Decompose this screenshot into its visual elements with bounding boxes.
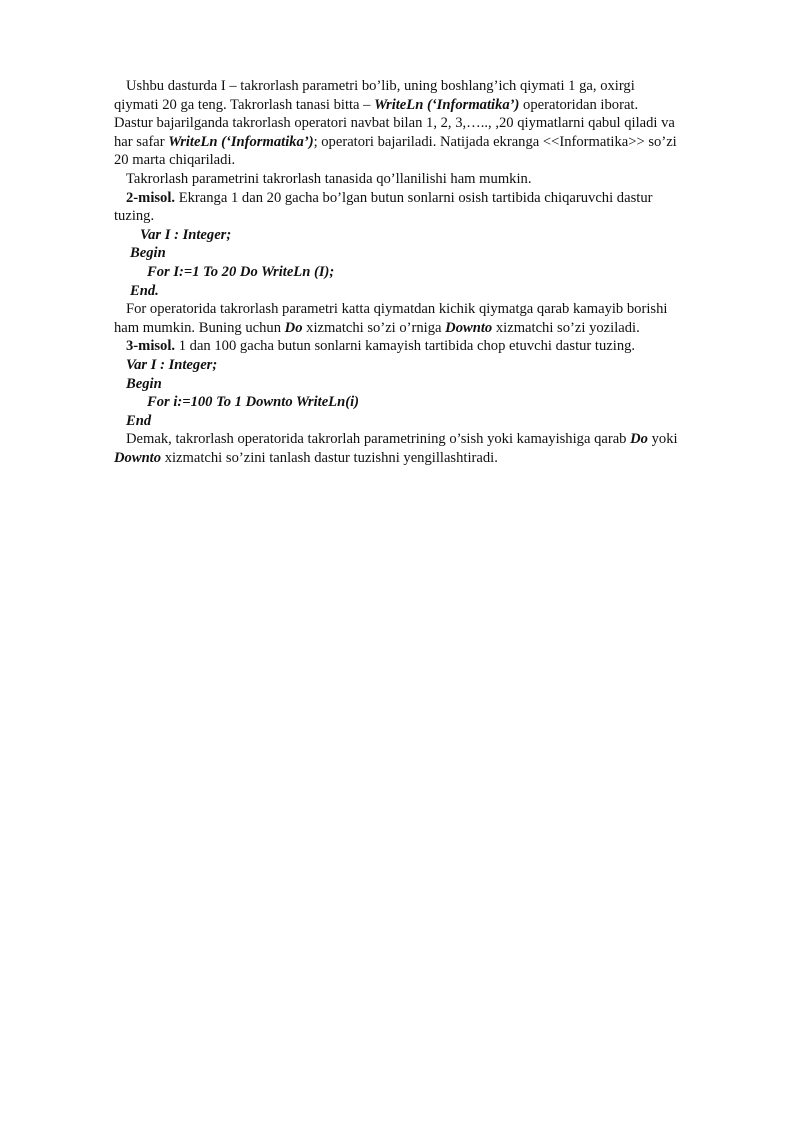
text-run: xizmatchi so’zi yoziladi. [492, 319, 640, 336]
text-line: tuzing. [114, 208, 155, 225]
code-inline: WriteLn (‘Informatika’) [374, 96, 520, 113]
code-line: Begin [126, 375, 162, 392]
text-run: Demak, takrorlash operatorida takrorlah parametrining o’sish yoki kamayishiga qarab [126, 431, 631, 448]
paragraph-3 [114, 300, 744, 337]
text-run: xizmatchi so’zi o’rniga [302, 319, 446, 336]
text-run: ham mumkin. Buning uchun [114, 319, 285, 336]
paragraph-4 [114, 430, 744, 467]
document-page [114, 77, 744, 467]
text-line: Dastur bajarilganda takrorlash operatori navbat bilan 1, 2, 3,….., ,20 qiymatlarni qabul qiladi va [114, 115, 675, 132]
text-line [114, 189, 744, 208]
text-run: xizmatchi so’zini tanlash dastur tuzishni yengillashtiradi. [161, 449, 498, 466]
text-line [114, 449, 744, 468]
keyword-inline: Downto [114, 449, 162, 466]
code-line: End. [130, 282, 159, 299]
example-2 [114, 189, 744, 301]
text-line: Ushbu dasturda I – takrorlash parametri bo’lib, uning boshlang’ich qiymati 1 ga, oxirgi [126, 78, 635, 94]
text-run: qiymati 20 ga teng. Takrorlash tanasi bitta – [114, 96, 375, 113]
code-line: For I:=1 To 20 Do WriteLn (I); [147, 263, 335, 280]
example-label: 2-misol. [126, 189, 176, 206]
text-line [114, 133, 744, 152]
text-line [114, 430, 744, 449]
code-line: Var I : Integer; [126, 356, 218, 373]
text-line [114, 96, 744, 115]
keyword-inline: Downto [445, 319, 493, 336]
code-line: Begin [130, 245, 166, 262]
text-line: 20 marta chiqariladi. [114, 152, 236, 169]
paragraph-1 [114, 77, 744, 170]
text-run: Ekranga 1 dan 20 gacha bo’lgan butun sonlarni osish tartibida chiqaruvchi dastur [175, 189, 653, 206]
code-line: For i:=100 To 1 Downto WriteLn(i) [147, 394, 359, 411]
code-inline: WriteLn (‘Informatika’) [168, 133, 314, 150]
text-line [114, 319, 744, 338]
keyword-inline: Do [284, 319, 303, 336]
example-3 [114, 337, 744, 430]
text-run: har safar [114, 133, 169, 150]
keyword-inline: Do [630, 431, 648, 448]
text-line: For operatorida takrorlash parametri katta qiymatdan kichik qiymatga qarab kamayib borishi [126, 301, 668, 318]
text-line [114, 337, 744, 356]
code-line: Var I : Integer; [140, 226, 232, 243]
paragraph-2: Takrorlash parametrini takrorlash tanasida qo’llanilishi ham mumkin. [126, 170, 532, 187]
example-label: 3-misol. [126, 338, 176, 355]
code-line: End [126, 412, 152, 429]
text-run: operatoridan iborat. [519, 96, 639, 113]
text-run: yoki [647, 431, 678, 448]
text-run: 1 dan 100 gacha butun sonlarni kamayish tartibida chop etuvchi dastur tuzing. [175, 338, 636, 355]
text-run: ; operatori bajariladi. Natijada ekranga <<Informatika>> so’zi [313, 133, 677, 150]
